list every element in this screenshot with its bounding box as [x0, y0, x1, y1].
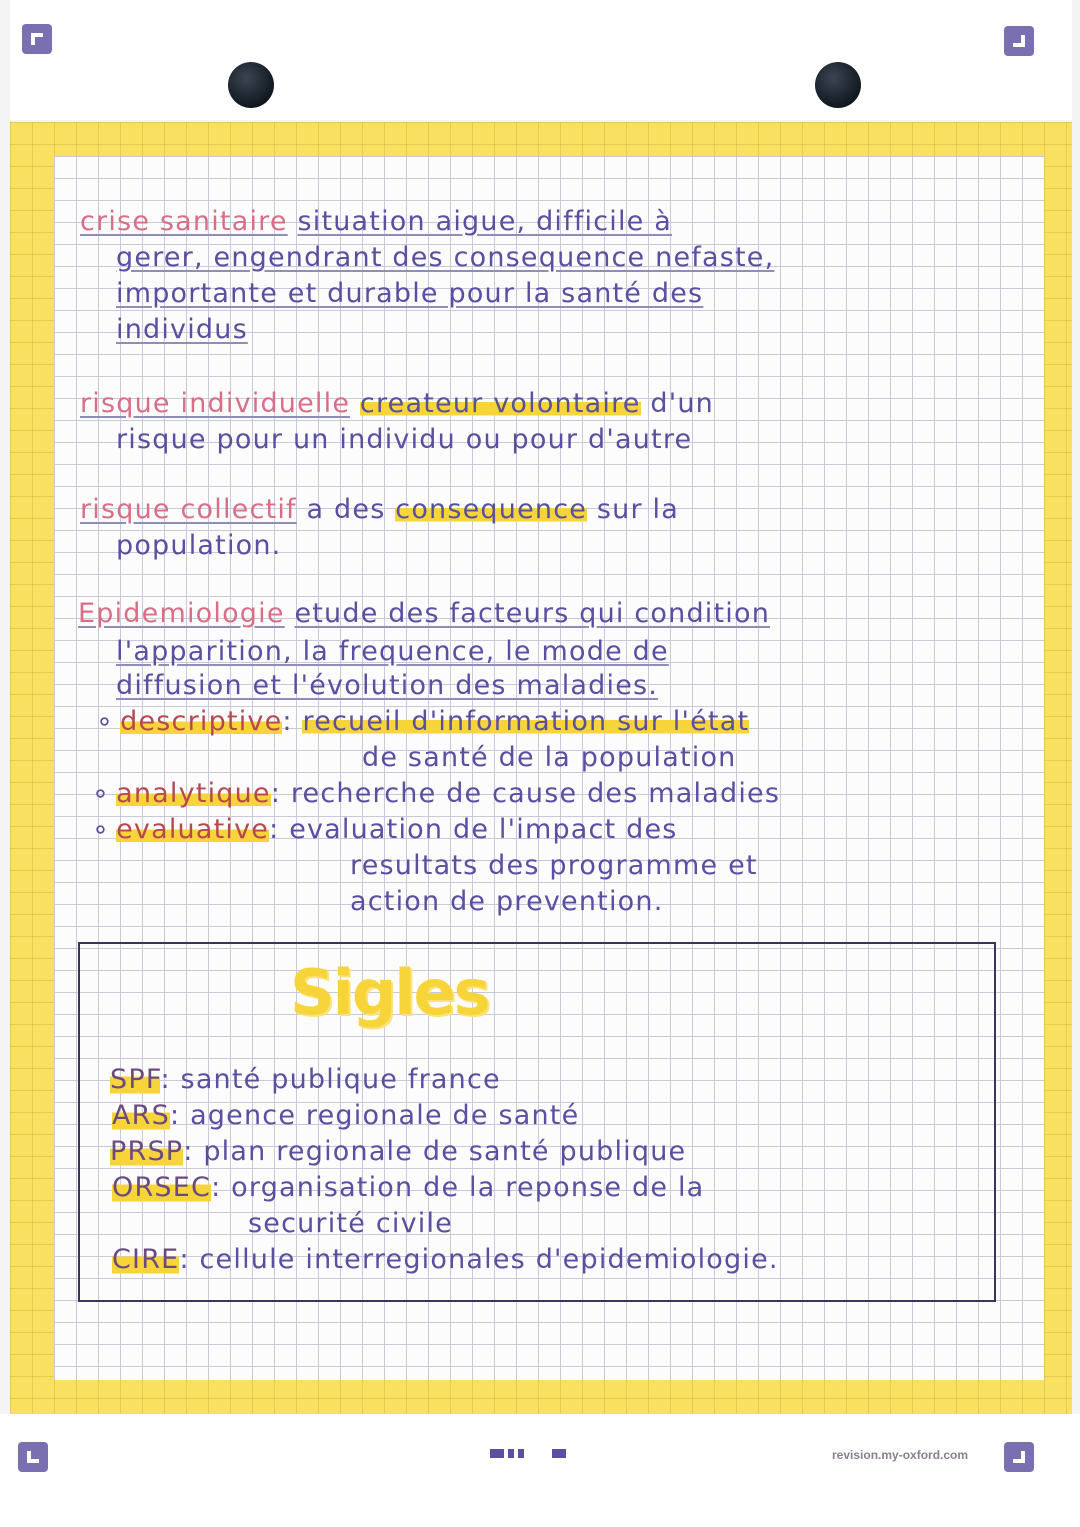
punch-hole-right: [815, 62, 861, 108]
def-crise-line-3: importante et durable pour la santé des: [116, 278, 704, 309]
page-indicator: [490, 1449, 566, 1458]
bullet-descriptive: ∘ descriptive: recueil d'information sur l'état: [96, 706, 750, 737]
def-risque-indiv-line-1: risque individuelle createur volontaire d'un: [80, 388, 714, 419]
bullet-evaluative-cont-2: action de prevention.: [350, 886, 664, 917]
term-risque-collectif: risque collectif: [80, 494, 297, 525]
bullet-evaluative-cont-1: resultats des programme et: [350, 850, 758, 881]
footer-bar: [0, 1414, 1080, 1527]
sigle-spf: SPF: santé publique france: [110, 1064, 501, 1095]
def-crise-line-2: gerer, engendrant des consequence nefaste,: [116, 242, 775, 273]
bullet-analytique: ∘ analytique: recherche de cause des maladies: [92, 778, 781, 809]
binder-top: [10, 0, 1072, 120]
sigle-prsp: PRSP: plan regionale de santé publique: [110, 1136, 687, 1167]
def-risque-coll-line-2: population.: [116, 530, 282, 561]
sigle-orsec-cont: securité civile: [248, 1208, 453, 1239]
footer-url: revision.my-oxford.com: [832, 1448, 969, 1462]
sigle-ars: ARS: agence regionale de santé: [112, 1100, 580, 1131]
bullet-evaluative: ∘ evaluative: evaluation de l'impact des: [92, 814, 678, 845]
sigle-orsec: ORSEC: organisation de la reponse de la: [112, 1172, 705, 1203]
corner-bl-icon: [18, 1442, 48, 1472]
def-epidemio-line-3: diffusion et l'évolution des maladies.: [116, 670, 659, 701]
def-epidemio-line-2: l'apparition, la frequence, le mode de: [116, 636, 669, 667]
term-epidemiologie: Epidemiologie: [78, 598, 285, 629]
bullet-dot-icon: ∘: [92, 814, 111, 845]
def-crise-line-4: individus: [116, 314, 248, 345]
corner-br-icon: [1004, 1442, 1034, 1472]
def-crise-line-1: crise sanitaire situation aigue, difficile à: [80, 206, 673, 237]
corner-tl-icon: [22, 24, 52, 54]
def-risque-coll-line-1: risque collectif a des consequence sur la: [80, 494, 679, 525]
sigle-cire: CIRE: cellule interregionales d'epidemiologie.: [112, 1244, 779, 1275]
punch-hole-left: [228, 62, 274, 108]
def-epidemio-line-1: Epidemiologie etude des facteurs qui condition: [78, 598, 771, 629]
bullet-dot-icon: ∘: [96, 706, 115, 737]
bullet-dot-icon: ∘: [92, 778, 111, 809]
term-risque-individuelle: risque individuelle: [80, 388, 351, 419]
def-risque-indiv-line-2: risque pour un individu ou pour d'autre: [116, 424, 693, 455]
term-crise: crise sanitaire: [80, 206, 288, 237]
corner-tr-icon: [1004, 26, 1034, 56]
bullet-descriptive-cont: de santé de la population: [362, 742, 737, 773]
sigles-title: Sigles: [290, 956, 489, 1029]
